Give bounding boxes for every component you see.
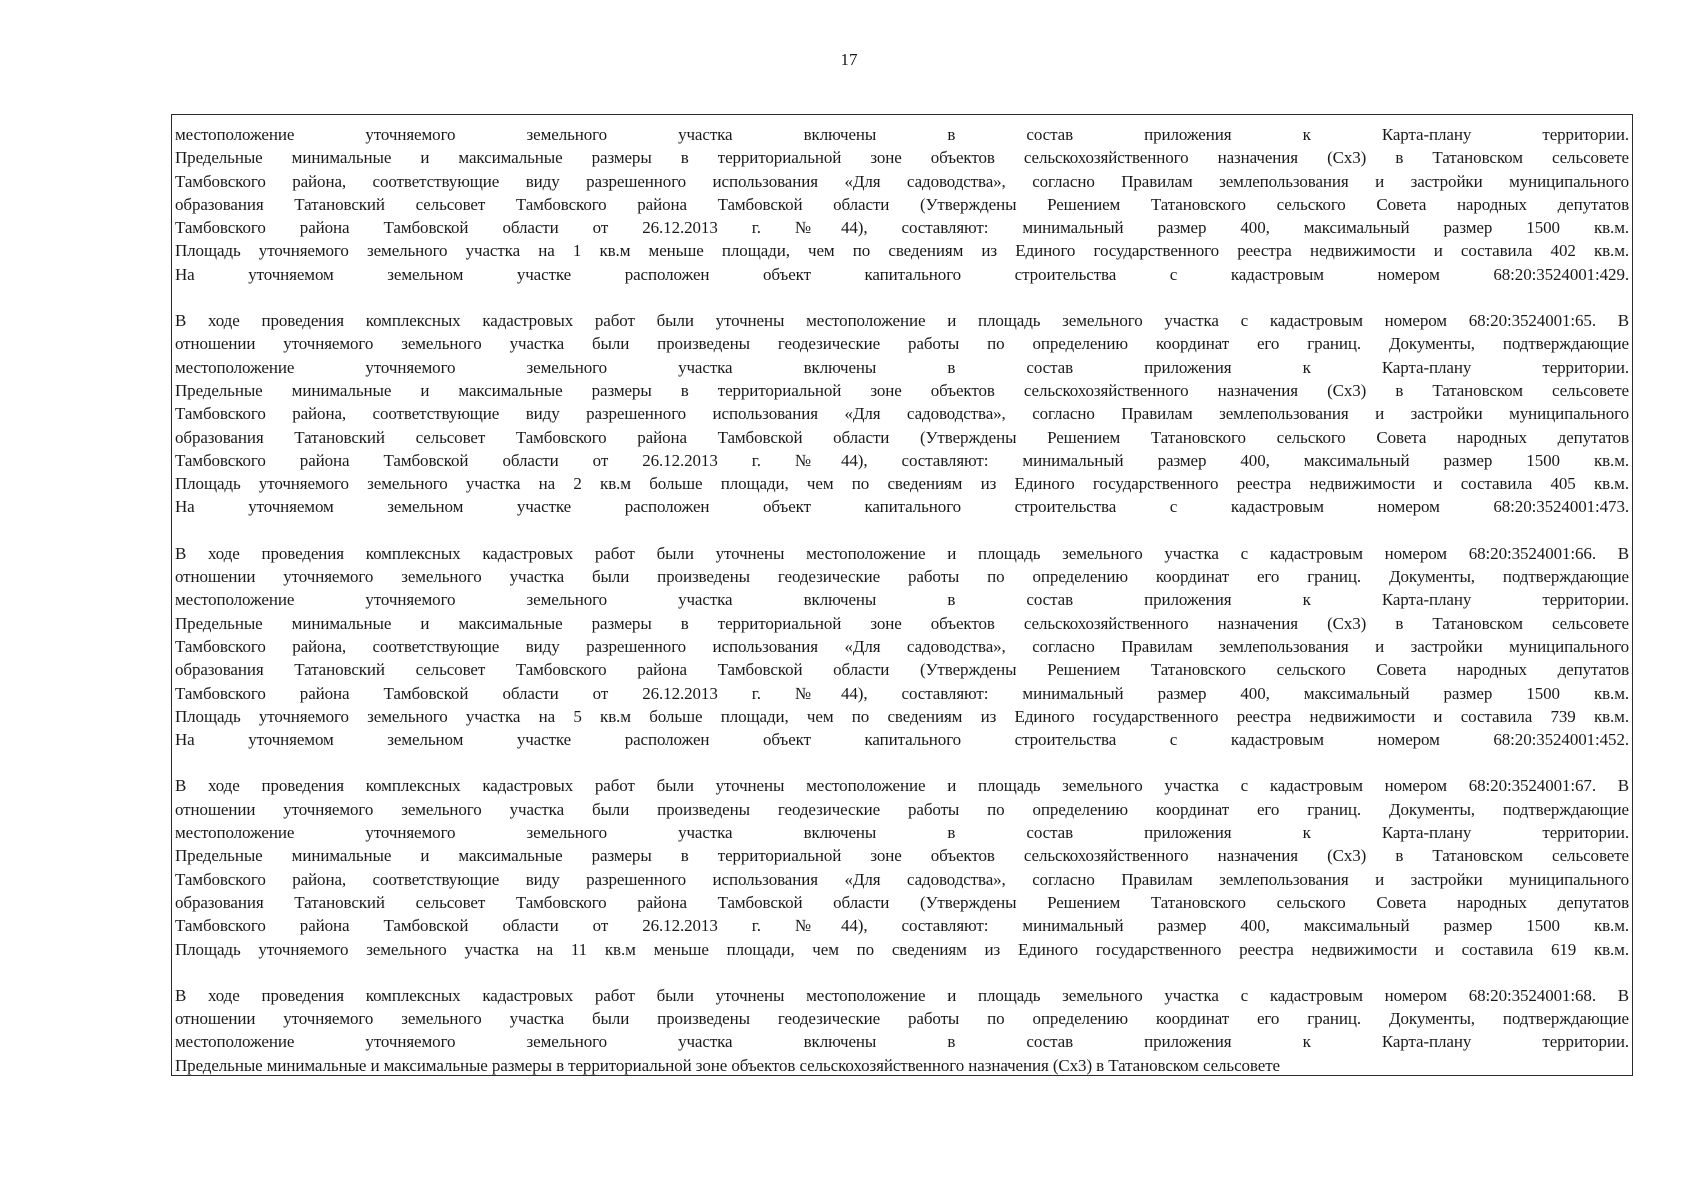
text-line: Тамбовского района Тамбовской области от 26.12.2013 г. №44), составляют: минимальный размер 400, максимальный размер 1500 кв.м. xyxy=(175,450,1629,470)
text-line: отношении уточняемого земельного участка были произведены геодезические работы по определению координат его границ. Документы, подтверждающие xyxy=(175,799,1629,819)
text-line: На уточняемом земельном участке расположен объект капитального строительства с кадастровым номером 68:20:3524001:429. xyxy=(175,264,1629,284)
text-line: Тамбовского района Тамбовской области от 26.12.2013 г. №44), составляют: минимальный размер 400, максимальный размер 1500 кв.м. xyxy=(175,683,1629,703)
text-line: местоположение уточняемого земельного участка включены в состав приложения к Карта-плану территории. xyxy=(175,125,1629,144)
text-line: Тамбовского района, соответствующие виду разрешенного использования «Для садоводства», согласно Правилам землепользования и застройки муниципального xyxy=(175,636,1629,656)
text-line: местоположение уточняемого земельного участка включены в состав приложения к Карта-плану территории. xyxy=(175,357,1629,377)
text-line: В ходе проведения комплексных кадастровых работ были уточнены местоположение и площадь земельного участка с кадастровым номером 68:20:3524001:65. В xyxy=(175,311,1629,331)
text-line: В ходе проведения комплексных кадастровых работ были уточнены местоположение и площадь земельного участка с кадастровым номером 68:20:3524001:67. В xyxy=(175,776,1629,796)
text-line: Тамбовского района Тамбовской области от 26.12.2013 г. №44), составляют: минимальный размер 400, максимальный размер 1500 кв.м. xyxy=(175,916,1629,936)
paragraph-parcel-66 xyxy=(175,542,1629,752)
text-line: Предельные минимальные и максимальные размеры в территориальной зоне объектов сельскохозяйственного назначения (Сх3) в Татановском сельсовете xyxy=(175,1055,1280,1075)
text-line: отношении уточняемого земельного участка были произведены геодезические работы по определению координат его границ. Документы, подтверждающие xyxy=(175,567,1629,587)
text-line: Тамбовского района, соответствующие виду разрешенного использования «Для садоводства», согласно Правилам землепользования и застройки муниципального xyxy=(175,404,1629,424)
text-line: местоположение уточняемого земельного участка включены в состав приложения к Карта-плану территории. xyxy=(175,590,1629,610)
text-line: образования Татановский сельсовет Тамбовского района Тамбовской области (Утверждены Решением Татановского сельского Совета народных депутатов xyxy=(175,660,1629,680)
text-line: Площадь уточняемого земельного участка на 1 кв.м меньше площади, чем по сведениям из Единого государственного реестра недвижимости и составила 402 кв.м. xyxy=(175,241,1629,261)
text-line: Тамбовского района Тамбовской области от 26.12.2013 г. №44), составляют: минимальный размер 400, максимальный размер 1500 кв.м. xyxy=(175,218,1629,238)
text-line: Площадь уточняемого земельного участка на 11 кв.м меньше площади, чем по сведениям из Единого государственного реестра недвижимости и составила 619 кв.м. xyxy=(175,939,1629,959)
paragraph-parcel-65 xyxy=(175,309,1629,519)
text-line: В ходе проведения комплексных кадастровых работ были уточнены местоположение и площадь земельного участка с кадастровым номером 68:20:3524001:68. В xyxy=(175,985,1629,1005)
text-line: образования Татановский сельсовет Тамбовского района Тамбовской области (Утверждены Решением Татановского сельского Совета народных депутатов xyxy=(175,892,1629,912)
text-line: отношении уточняемого земельного участка были произведены геодезические работы по определению координат его границ. Документы, подтверждающие xyxy=(175,334,1629,354)
text-line: На уточняемом земельном участке расположен объект капитального строительства с кадастровым номером 68:20:3524001:473. xyxy=(175,497,1629,517)
page-number: 17 xyxy=(840,50,858,69)
document-text-frame xyxy=(171,114,1633,1076)
text-line: Площадь уточняемого земельного участка на 5 кв.м больше площади, чем по сведениям из Единого государственного реестра недвижимости и составила 739 кв.м. xyxy=(175,706,1629,726)
paragraph-parcel-68 xyxy=(175,984,1629,1076)
text-line: Площадь уточняемого земельного участка на 2 кв.м больше площади, чем по сведениям из Единого государственного реестра недвижимости и составила 405 кв.м. xyxy=(175,474,1629,494)
text-line: образования Татановский сельсовет Тамбовского района Тамбовской области (Утверждены Решением Татановского сельского Совета народных депутатов xyxy=(175,427,1629,447)
text-line: местоположение уточняемого земельного участка включены в состав приложения к Карта-плану территории. xyxy=(175,823,1629,843)
paragraph-parcel-64-continued xyxy=(175,123,1629,286)
text-line: образования Татановский сельсовет Тамбовского района Тамбовской области (Утверждены Решением Татановского сельского Совета народных депутатов xyxy=(175,194,1629,214)
text-line: Предельные минимальные и максимальные размеры в территориальной зоне объектов сельскохозяйственного назначения (Сх3) в Татановском сельсовете xyxy=(175,613,1629,633)
text-line: Предельные минимальные и максимальные размеры в территориальной зоне объектов сельскохозяйственного назначения (Сх3) в Татановском сельсовете xyxy=(175,846,1629,866)
paragraph-parcel-67 xyxy=(175,774,1629,960)
text-line: местоположение уточняемого земельного участка включены в состав приложения к Карта-плану территории. xyxy=(175,1032,1629,1052)
text-line: Предельные минимальные и максимальные размеры в территориальной зоне объектов сельскохозяйственного назначения (Сх3) в Татановском сельсовете xyxy=(175,380,1629,400)
text-line: На уточняемом земельном участке расположен объект капитального строительства с кадастровым номером 68:20:3524001:452. xyxy=(175,730,1629,750)
text-line: Тамбовского района, соответствующие виду разрешенного использования «Для садоводства», согласно Правилам землепользования и застройки муниципального xyxy=(175,869,1629,889)
text-line: отношении уточняемого земельного участка были произведены геодезические работы по определению координат его границ. Документы, подтверждающие xyxy=(175,1009,1629,1029)
text-line: Предельные минимальные и максимальные размеры в территориальной зоне объектов сельскохозяйственного назначения (Сх3) в Татановском сельсовете xyxy=(175,148,1629,168)
text-line: В ходе проведения комплексных кадастровых работ были уточнены местоположение и площадь земельного участка с кадастровым номером 68:20:3524001:66. В xyxy=(175,543,1629,563)
text-line: Тамбовского района, соответствующие виду разрешенного использования «Для садоводства», согласно Правилам землепользования и застройки муниципального xyxy=(175,171,1629,191)
